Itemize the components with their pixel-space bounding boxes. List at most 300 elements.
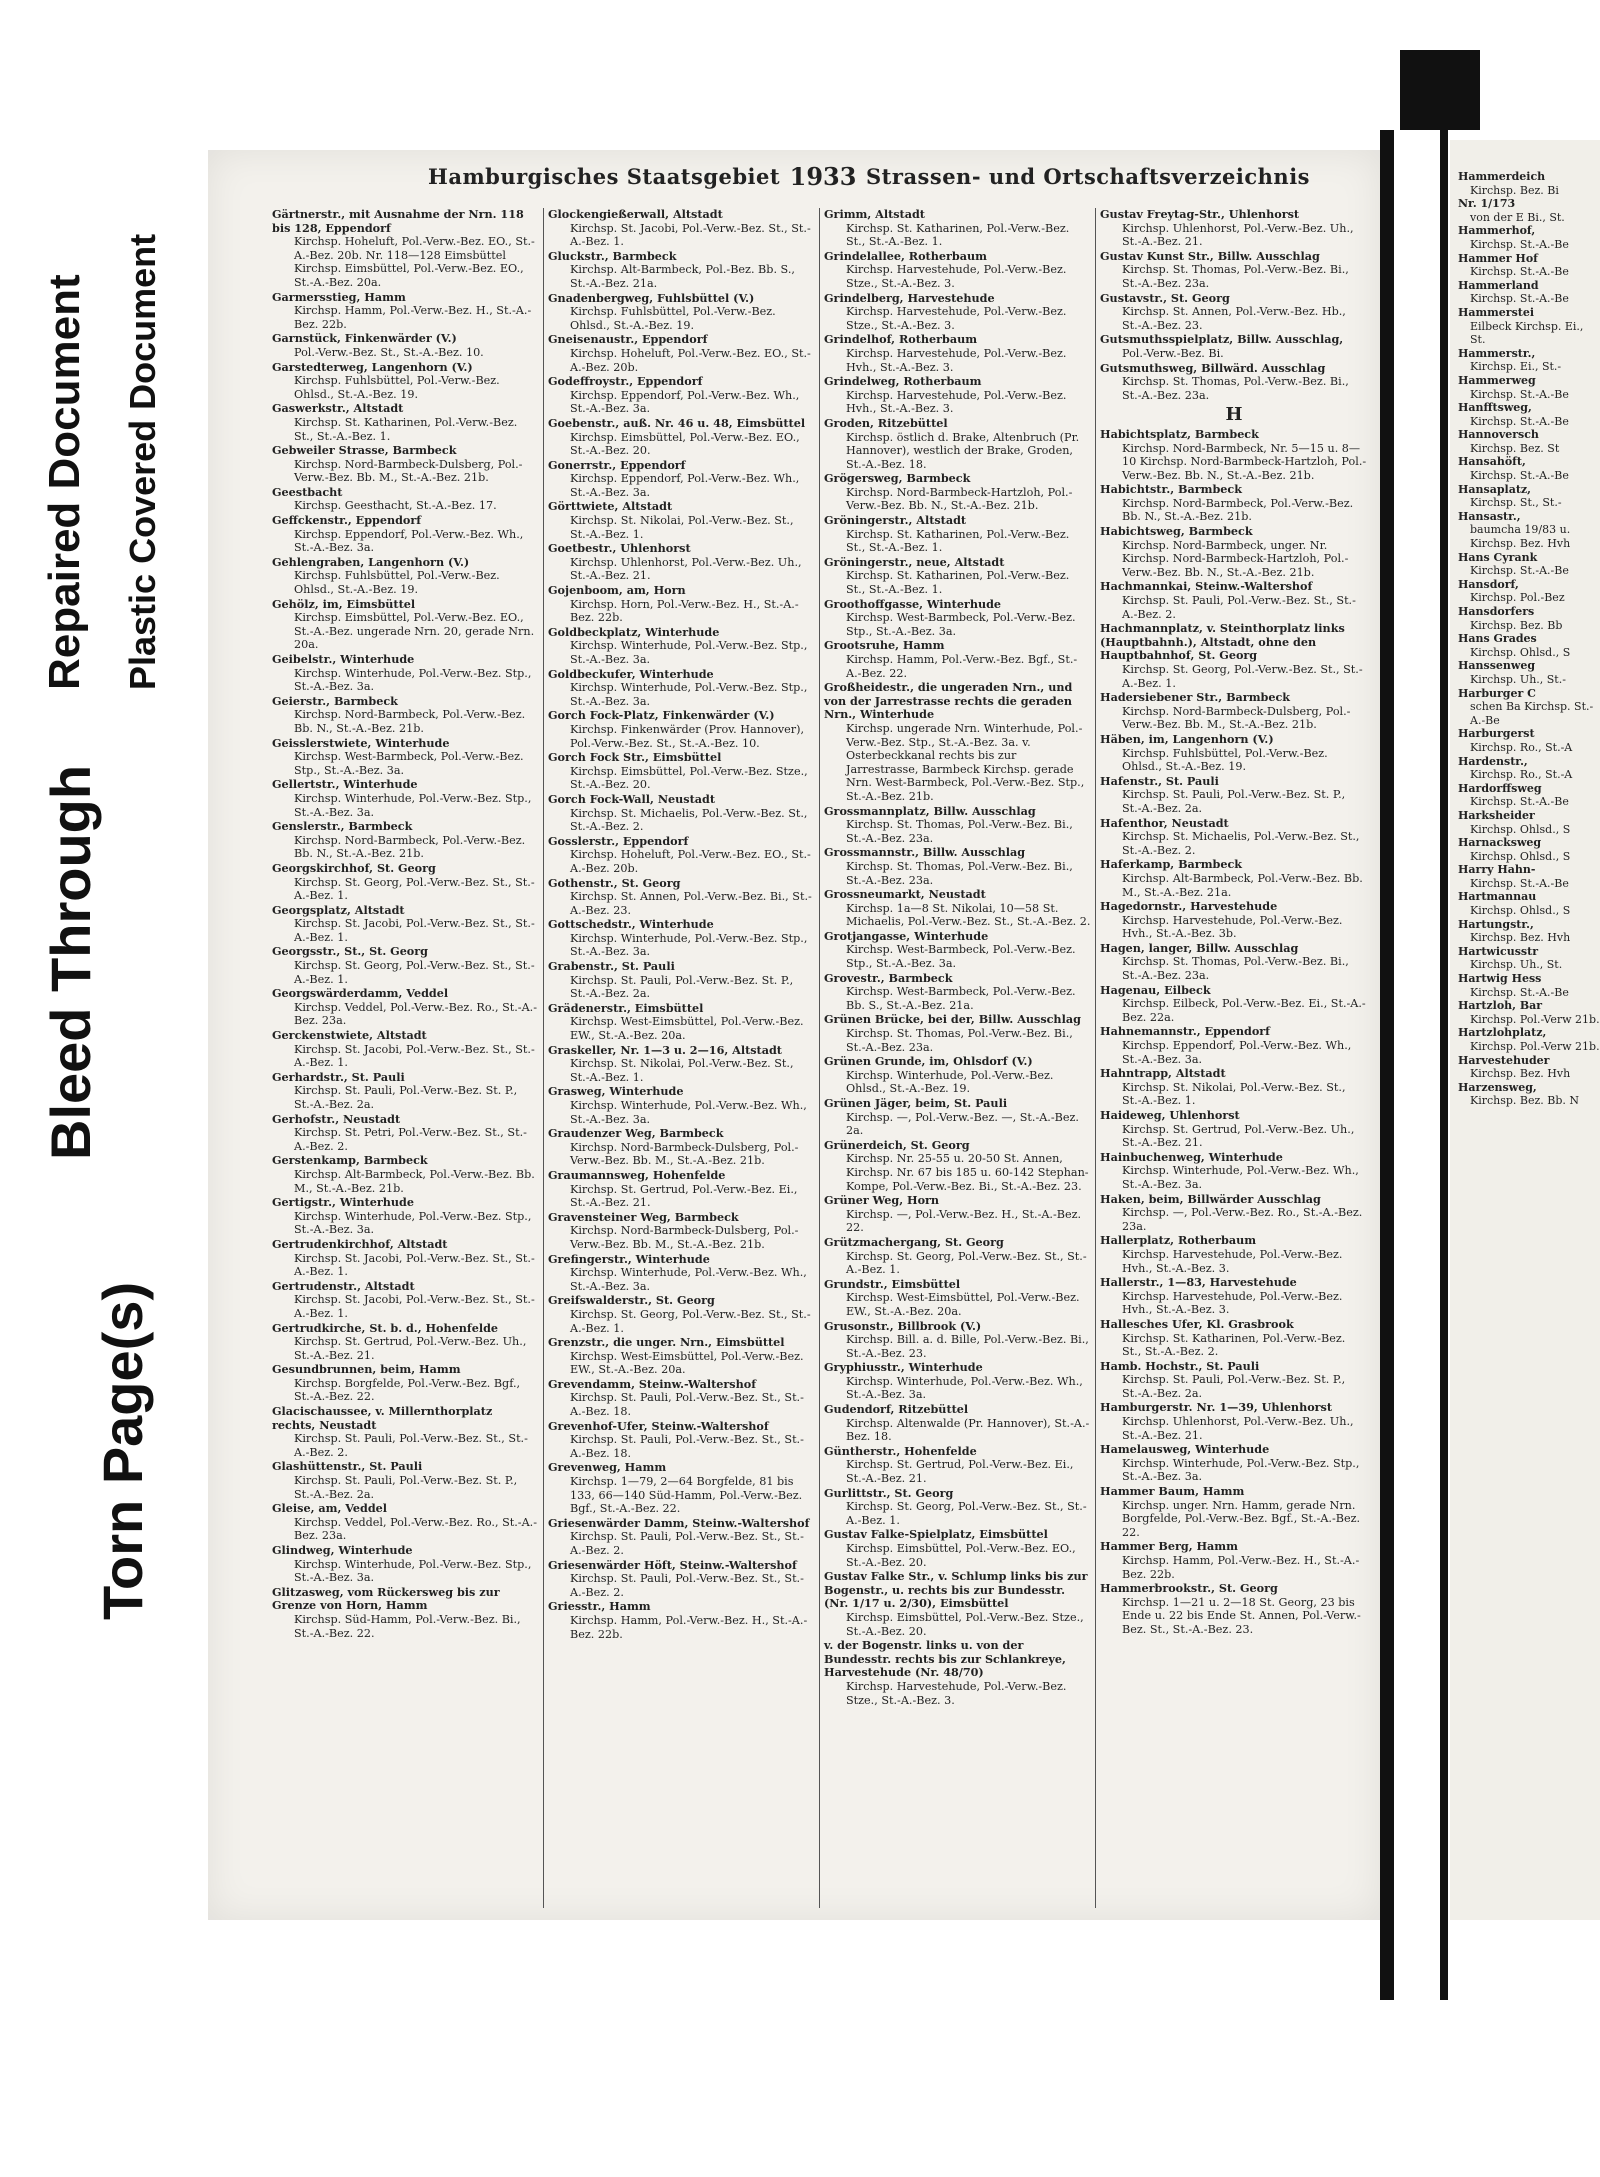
street-entry <box>548 1211 815 1252</box>
street-details: Kirchsp. Hoheluft, Pol.-Verw.-Bez. EO., St.-A.-Bez. 20b. <box>570 346 811 374</box>
street-entry <box>824 1278 1091 1319</box>
street-details: Kirchsp. Harvestehude, Pol.-Verw.-Bez. Hvh., St.-A.-Bez. 3. <box>1122 1247 1343 1275</box>
street-entry <box>1100 292 1368 333</box>
street-entry <box>548 1169 815 1210</box>
adjacent-street-name: Hammerhof, <box>1458 224 1536 238</box>
adjacent-entry <box>1458 999 1600 1026</box>
street-name: Gehlengraben, Langenhorn (V.) <box>272 554 470 569</box>
street-details: Kirchsp. Nord-Barmbeck-Dulsberg, Pol.-Verw.-Bez. Bb. M., St.-A.-Bez. 21b. <box>570 1224 799 1251</box>
adjacent-entry <box>1458 755 1600 782</box>
street-name: Gertrudkirche, St. b. d., Hohenfelde <box>272 1320 499 1335</box>
street-name: Gojenboom, am, Horn <box>548 583 686 598</box>
street-entry <box>272 945 539 986</box>
street-name: Graskeller, Nr. 1—3 u. 2—16, Altstadt <box>548 1042 782 1057</box>
adjacent-street-details: Kirchsp. Ohlsd., S <box>1470 645 1571 659</box>
street-details: Kirchsp. Harvestehude, Pol.-Verw.-Bez. Stze., St.-A.-Bez. 3. <box>846 305 1067 332</box>
adjacent-street-details: Eilbeck Kirchsp. Ei., St. <box>1470 319 1584 347</box>
street-name: Haideweg, Uhlenhorst <box>1100 1108 1240 1122</box>
street-entry <box>548 1461 815 1515</box>
street-entry <box>824 1194 1091 1235</box>
adjacent-street-name: Hartwicusstr <box>1458 944 1539 958</box>
street-entry <box>272 987 539 1028</box>
street-name: Hamb. Hochstr., St. Pauli <box>1100 1358 1260 1373</box>
adjacent-entry <box>1458 945 1600 972</box>
street-details: Kirchsp. St. Thomas, Pol.-Verw.-Bez. Bi., St.-A.-Bez. 23a. <box>846 1027 1073 1054</box>
adjacent-street-details: Kirchsp. Ohlsd., S <box>1470 849 1571 863</box>
street-details: Kirchsp. Harvestehude, Pol.-Verw.-Bez. Stze., St.-A.-Bez. 3. <box>846 1679 1067 1707</box>
street-name: Gravensteiner Weg, Barmbeck <box>548 1209 739 1224</box>
street-details: Kirchsp. Eimsbüttel, Pol.-Verw.-Bez. Stze., St.-A.-Bez. 20. <box>846 1610 1084 1638</box>
label-repaired-document: Repaired Document <box>40 274 89 690</box>
street-details: Kirchsp. Fuhlsbüttel, Pol.-Verw.-Bez. Ohlsd., St.-A.-Bez. 19. <box>570 305 776 332</box>
scan-border-right-inner <box>1440 130 1448 2000</box>
street-details: Kirchsp. Nord-Barmbeck-Dulsberg, Pol.-Verw.-Bez. Bb. M., St.-A.-Bez. 21b. <box>294 457 523 485</box>
adjacent-street-details: Kirchsp. Ohlsd., S <box>1470 822 1571 836</box>
street-entry <box>824 846 1091 887</box>
street-name: Goetbestr., Uhlenhorst <box>548 541 691 556</box>
adjacent-entry <box>1458 551 1600 578</box>
street-details: Kirchsp. St. Pauli, Pol.-Verw.-Bez. St. P., St.-A.-Bez. 2a. <box>1122 788 1346 815</box>
adjacent-street-details: Kirchsp. St.-A.-Be <box>1470 985 1569 999</box>
street-name: Gellertstr., Winterhude <box>272 777 418 792</box>
adjacent-street-name: Hanssenweg <box>1458 659 1536 673</box>
adjacent-street-details: Kirchsp. St., St.- <box>1470 496 1562 510</box>
street-details: Kirchsp. St. Katharinen, Pol.-Verw.-Bez. St., St.-A.-Bez. 1. <box>846 221 1070 249</box>
adjacent-street-name: Hartungstr., <box>1458 917 1534 931</box>
street-entry <box>548 1420 815 1461</box>
street-entry <box>824 1013 1091 1054</box>
street-details: Kirchsp. Winterhude, Pol.-Verw.-Bez. Stp., St.-A.-Bez. 3a. <box>294 1209 532 1237</box>
street-name: Hagedornstr., Harvestehude <box>1100 899 1278 914</box>
street-name: Groothoffgasse, Winterhude <box>824 596 1002 611</box>
street-entry <box>824 1403 1091 1444</box>
street-details: Kirchsp. St. Pauli, Pol.-Verw.-Bez. St., St.-A.-Bez. 2. <box>570 1530 804 1557</box>
header-title: Hamburgisches Staatsgebiet <box>428 163 781 189</box>
street-name: Hallerstr., 1—83, Harvestehude <box>1100 1275 1297 1290</box>
street-name: Glacischaussee, v. Millernthorplatz rechts, Neustadt <box>272 1404 493 1432</box>
street-entry <box>548 877 815 918</box>
street-name: Gorch Fock Str., Eimsbüttel <box>548 750 722 765</box>
street-details: Kirchsp. Hamm, Pol.-Verw.-Bez. Bgf., St.-A.-Bez. 22. <box>846 653 1078 680</box>
street-name: Godeffroystr., Eppendorf <box>548 374 703 389</box>
street-details: Kirchsp. West-Barmbeck, Pol.-Verw.-Bez. Stp., St.-A.-Bez. 3a. <box>294 750 524 777</box>
street-entry <box>548 1517 815 1558</box>
street-entry <box>1100 208 1368 249</box>
street-entry <box>272 653 539 694</box>
street-name: Gorch Fock-Wall, Neustadt <box>548 791 715 806</box>
street-name: Graudenzer Weg, Barmbeck <box>548 1126 724 1141</box>
street-entry <box>824 1639 1091 1707</box>
street-name: Hafenthor, Neustadt <box>1100 815 1229 830</box>
street-entry <box>1100 525 1368 579</box>
street-entry <box>272 1071 539 1112</box>
street-entry <box>824 1055 1091 1096</box>
street-name: Gorch Fock-Platz, Finkenwärder (V.) <box>548 708 775 723</box>
street-details: Kirchsp. West-Barmbeck, Pol.-Verw.-Bez. Stp., St.-A.-Bez. 3a. <box>846 943 1076 971</box>
adjacent-entry <box>1458 605 1600 632</box>
street-details: Kirchsp. Winterhude, Pol.-Verw.-Bez. Wh., St.-A.-Bez. 3a. <box>570 1266 807 1293</box>
street-name: Gerhofstr., Neustadt <box>272 1111 401 1126</box>
adjacent-street-details: Kirchsp. St.-A.-Be <box>1470 387 1569 401</box>
street-entry <box>272 598 539 652</box>
street-entry <box>548 835 815 876</box>
adjacent-street-details: Kirchsp. Ro., St.-A <box>1470 740 1573 754</box>
street-name: Hamburgerstr. Nr. 1—39, Uhlenhorst <box>1100 1400 1333 1415</box>
adjacent-street-name: Hans Cyrank <box>1458 550 1538 564</box>
street-entry <box>824 472 1091 513</box>
adjacent-street-name: Hammer Hof <box>1458 251 1538 265</box>
street-name: Grossmannstr., Billw. Ausschlag <box>824 845 1026 860</box>
street-name: Grädenerstr., Eimsbüttel <box>548 1000 704 1015</box>
street-details: Kirchsp. Eppendorf, Pol.-Verw.-Bez. Wh., St.-A.-Bez. 3a. <box>294 527 524 555</box>
street-details: Kirchsp. St. Pauli, Pol.-Verw.-Bez. St., St.-A.-Bez. 2. <box>570 1572 804 1599</box>
street-details: Kirchsp. St. Georg, Pol.-Verw.-Bez. St., St.-A.-Bez. 1. <box>294 875 535 903</box>
adjacent-entry <box>1458 782 1600 809</box>
street-name: Grindelallee, Rotherbaum <box>824 248 987 263</box>
street-entry <box>1100 817 1368 858</box>
street-entry <box>824 208 1091 249</box>
adjacent-street-name: Hammerstr., <box>1458 346 1536 360</box>
street-details: Kirchsp. St. Nikolai, Pol.-Verw.-Bez. St., St.-A.-Bez. 1. <box>570 1057 794 1084</box>
street-entry <box>824 1487 1091 1528</box>
street-details: Kirchsp. St. Jacobi, Pol.-Verw.-Bez. St., St.-A.-Bez. 1. <box>294 917 535 944</box>
street-name: Grovestr., Barmbeck <box>824 970 953 985</box>
adjacent-street-details: Kirchsp. St.-A.-Be <box>1470 265 1569 279</box>
street-entry <box>1100 900 1368 941</box>
street-entry <box>1100 984 1368 1025</box>
street-details: Kirchsp. Horn, Pol.-Verw.-Bez. H., St.-A.-Bez. 22b. <box>570 597 799 625</box>
street-entry <box>1100 733 1368 774</box>
street-entry <box>548 542 815 583</box>
street-name: Gutsmuthsspielplatz, Billw. Ausschlag, <box>1100 332 1344 347</box>
street-details: Kirchsp. St. Jacobi, Pol.-Verw.-Bez. St., St.-A.-Bez. 1. <box>294 1251 535 1279</box>
street-entry <box>272 1238 539 1279</box>
street-entry <box>272 1460 539 1501</box>
label-bleed-through: Bleed Through <box>39 764 102 1160</box>
street-entry <box>824 333 1091 374</box>
street-entry <box>1100 1540 1368 1581</box>
street-entry <box>1100 362 1368 403</box>
street-entry <box>548 668 815 709</box>
street-entry <box>824 514 1091 555</box>
adjacent-street-name: Harksheider <box>1458 808 1535 822</box>
street-name: Hafenstr., St. Pauli <box>1100 773 1219 788</box>
street-details: Kirchsp. Altenwalde (Pr. Hannover), St.-A.-Bez. 18. <box>846 1416 1090 1444</box>
adjacent-street-name: Hansdorf, <box>1458 577 1519 591</box>
street-details: Kirchsp. St. Katharinen, Pol.-Verw.-Bez. St., St.-A.-Bez. 1. <box>846 569 1070 597</box>
street-name: Georgskirchhof, St. Georg <box>272 860 436 875</box>
street-name: Gesundbrunnen, beim, Hamm <box>272 1362 461 1377</box>
street-name: Hammerbrookstr., St. Georg <box>1100 1581 1278 1596</box>
street-entry <box>272 208 539 290</box>
street-entry <box>1100 1582 1368 1636</box>
street-details: Kirchsp. Uhlenhorst, Pol.-Verw.-Bez. Uh., St.-A.-Bez. 21. <box>1122 221 1354 249</box>
street-details: Kirchsp. Nr. 25-55 u. 20-50 St. Annen, Kirchsp. Nr. 67 bis 185 u. 60-142 Stephan-Kompe, Pol.-Verw.-Bez. Bi., St.-A.-Bez. 23. <box>846 1152 1089 1193</box>
street-entry <box>272 444 539 485</box>
street-name: Gosslerstr., Eppendorf <box>548 833 689 848</box>
street-name: Gustav Falke-Spielplatz, Eimsbüttel <box>824 1527 1048 1542</box>
street-details: Kirchsp. St. Georg, Pol.-Verw.-Bez. St., St.-A.-Bez. 1. <box>846 1249 1087 1277</box>
street-entry <box>548 333 815 374</box>
adjacent-street-details: Kirchsp. Ohlsd., S <box>1470 904 1571 918</box>
street-entry <box>548 1002 815 1043</box>
street-name: Hahnemannstr., Eppendorf <box>1100 1024 1270 1039</box>
street-details: Pol.-Verw.-Bez. St., St.-A.-Bez. 10. <box>294 345 484 359</box>
street-name: Hagen, langer, Billw. Ausschlag <box>1100 940 1299 955</box>
street-entry <box>548 960 815 1001</box>
adjacent-street-details: Kirchsp. Ro., St.-A <box>1470 768 1573 782</box>
adjacent-entry <box>1458 918 1600 945</box>
street-entry <box>548 1559 815 1600</box>
street-name: Georgswärderdamm, Veddel <box>272 986 449 1001</box>
street-entry <box>272 486 539 513</box>
street-details: Kirchsp. Winterhude, Pol.-Verw.-Bez. Stp., St.-A.-Bez. 3a. <box>570 681 808 708</box>
street-name: Grünen Grunde, im, Ohlsdorf (V.) <box>824 1054 1033 1069</box>
adjacent-entry <box>1458 890 1600 917</box>
street-entry <box>272 820 539 861</box>
street-entry <box>548 1294 815 1335</box>
adjacent-street-name: Hans Grades <box>1458 632 1537 646</box>
adjacent-street-details: Kirchsp. St.-A.-Be <box>1470 564 1569 578</box>
street-details: Kirchsp. St. Katharinen, Pol.-Verw.-Bez. St., St.-A.-Bez. 1. <box>294 415 518 443</box>
adjacent-entry <box>1458 578 1600 605</box>
street-entry <box>824 1320 1091 1361</box>
street-entry <box>272 904 539 945</box>
street-name: Güntherstr., Hohenfelde <box>824 1443 977 1458</box>
adjacent-street-details: Kirchsp. St.-A.-Be <box>1470 469 1569 483</box>
adjacent-entry <box>1458 455 1600 482</box>
street-name: Gertrudenkirchhof, Altstadt <box>272 1236 448 1251</box>
street-name: Haken, beim, Billwärder Ausschlag <box>1100 1191 1321 1206</box>
street-entry <box>1100 775 1368 816</box>
street-name: Glitzasweg, vom Rückersweg bis zur Grenze von Horn, Hamm <box>272 1584 500 1613</box>
street-details: Kirchsp. Hamm, Pol.-Verw.-Bez. H., St.-A.-Bez. 22b. <box>1122 1554 1360 1581</box>
directory-page <box>208 150 1380 1920</box>
street-name: Hadersiebener Str., Barmbeck <box>1100 690 1291 705</box>
street-name: Hamelausweg, Winterhude <box>1100 1442 1270 1457</box>
adjacent-page <box>1450 140 1600 1920</box>
adjacent-street-name: Hannoversch <box>1458 428 1539 442</box>
street-name: Georgsstr., St., St. Georg <box>272 944 428 959</box>
street-details: Kirchsp. St. Annen, Pol.-Verw.-Bez. Bi., St.-A.-Bez. 23. <box>570 890 812 917</box>
street-name: Glockengießerwall, Altstadt <box>548 208 723 221</box>
street-details: Kirchsp. St. Michaelis, Pol.-Verw.-Bez. St., St.-A.-Bez. 2. <box>1122 830 1360 857</box>
street-entry <box>548 626 815 667</box>
street-entry <box>1100 1234 1368 1275</box>
street-entry <box>548 500 815 541</box>
street-entry <box>548 250 815 291</box>
street-name: Habichtstr., Barmbeck <box>1100 482 1242 497</box>
street-name: Garnstück, Finkenwärder (V.) <box>272 331 457 346</box>
street-details: Kirchsp. St. Pauli, Pol.-Verw.-Bez. St. P., St.-A.-Bez. 2a. <box>294 1084 518 1111</box>
street-name: Grindelweg, Rotherbaum <box>824 374 982 389</box>
street-name: Hammer Baum, Hamm <box>1100 1484 1245 1499</box>
street-name: Grüner Weg, Horn <box>824 1193 940 1208</box>
street-details: Kirchsp. Eimsbüttel, Pol.-Verw.-Bez. EO., St.-A.-Bez. ungerade Nrn. 20, gerade Nrn. 20a. <box>294 611 535 652</box>
street-details: Kirchsp. St. Michaelis, Pol.-Verw.-Bez. St., St.-A.-Bez. 2. <box>570 806 808 834</box>
adjacent-street-details: Kirchsp. St.-A.-Be <box>1470 795 1569 809</box>
street-details: Kirchsp. Alt-Barmbeck, Pol.-Bez. Bb. S., St.-A.-Bez. 21a. <box>570 263 795 290</box>
street-details: Kirchsp. Harvestehude, Pol.-Verw.-Bez. Hvh., St.-A.-Bez. 3. <box>846 346 1067 374</box>
column-4 <box>1096 208 1372 1908</box>
street-name: Gneisenaustr., Eppendorf <box>548 332 708 347</box>
adjacent-street-details: Kirchsp. St.-A.-Be <box>1470 237 1569 251</box>
adjacent-entry <box>1458 727 1600 754</box>
street-name: Gustav Falke Str., v. Schlump links bis zur Bogenstr., u. rechts bis zur Bundesstr. (Nr. 1/17 u. 2/30), Eimsbüttel <box>824 1569 1088 1611</box>
street-details: Kirchsp. Alt-Barmbeck, Pol.-Verw.-Bez. Bb. M., St.-A.-Bez. 21b. <box>294 1167 535 1195</box>
adjacent-street-name: Hammerstei <box>1458 305 1535 319</box>
street-details: Kirchsp. Harvestehude, Pol.-Verw.-Bez. Stze., St.-A.-Bez. 3. <box>846 263 1067 290</box>
adjacent-entry <box>1458 252 1600 279</box>
street-entry <box>1100 1193 1368 1234</box>
street-entry <box>824 250 1091 291</box>
adjacent-page-column <box>1450 140 1600 1108</box>
adjacent-street-name: Hammerdeich <box>1458 170 1546 183</box>
scan-border-top <box>1400 50 1480 130</box>
adjacent-street-details: Kirchsp. Pol.-Bez <box>1470 591 1565 605</box>
street-name: Geisslerstwiete, Winterhude <box>272 735 450 750</box>
street-entry <box>824 681 1091 803</box>
street-entry <box>1100 1318 1368 1359</box>
adjacent-entry <box>1458 632 1600 659</box>
street-entry <box>1100 1025 1368 1066</box>
street-name: Hachmannkai, Steinw.-Waltershof <box>1100 579 1313 594</box>
street-details: Kirchsp. Eppendorf, Pol.-Verw.-Bez. Wh., St.-A.-Bez. 3a. <box>1122 1039 1352 1066</box>
adjacent-street-name: Hanfftsweg, <box>1458 401 1532 415</box>
adjacent-street-details: Kirchsp. Pol.-Verw 21b. <box>1470 1012 1600 1026</box>
street-details: Kirchsp. Winterhude, Pol.-Verw.-Bez. Stp., St.-A.-Bez. 3a. <box>570 931 808 959</box>
street-name: Grünen Jäger, beim, St. Pauli <box>824 1096 1008 1110</box>
street-entry <box>272 1196 539 1237</box>
street-entry <box>272 737 539 778</box>
street-entry <box>1100 942 1368 983</box>
street-name: Graumannsweg, Hohenfelde <box>548 1167 726 1182</box>
street-details: Kirchsp. Nord-Barmbeck, Pol.-Verw.-Bez. Bb. N., St.-A.-Bez. 21b. <box>294 708 526 735</box>
street-details: Kirchsp. Winterhude, Pol.-Verw.-Bez. Stp., St.-A.-Bez. 3a. <box>570 639 808 666</box>
street-name: Gebweiler Strasse, Barmbeck <box>272 443 457 458</box>
street-entry <box>824 805 1091 846</box>
street-entry <box>824 972 1091 1013</box>
columns <box>268 208 1378 1908</box>
street-details: Kirchsp. 1—21 u. 2—18 St. Georg, 23 bis Ende u. 22 bis Ende St. Annen, Pol.-Verw.-Bez. St., St.-A.-Bez. 23. <box>1122 1595 1361 1636</box>
street-details: Kirchsp. St. Pauli, Pol.-Verw.-Bez. St., St.-A.-Bez. 2. <box>1122 594 1356 621</box>
street-details: Kirchsp. Eimsbüttel, Pol.-Verw.-Bez. EO., St.-A.-Bez. 20. <box>570 430 800 458</box>
street-details: Kirchsp. Winterhude, Pol.-Verw.-Bez. Stp., St.-A.-Bez. 3a. <box>294 791 532 819</box>
adjacent-entry <box>1458 1054 1600 1081</box>
street-entry <box>548 1378 815 1419</box>
street-entry <box>824 639 1091 680</box>
street-entry <box>548 1044 815 1085</box>
street-entry <box>1100 333 1368 360</box>
street-name: Gothenstr., St. Georg <box>548 875 681 890</box>
street-name: Habichtsplatz, Barmbeck <box>1100 426 1259 441</box>
street-entry <box>272 402 539 443</box>
street-name: Grootsruhe, Hamm <box>824 638 945 653</box>
street-name: Grossmannplatz, Billw. Ausschlag <box>824 803 1036 818</box>
street-entry <box>824 556 1091 597</box>
street-entry <box>824 1139 1091 1193</box>
street-details: Kirchsp. Fuhlsbüttel, Pol.-Verw.-Bez. Ohlsd., St.-A.-Bez. 19. <box>294 569 500 597</box>
street-details: Kirchsp. St. Georg, Pol.-Verw.-Bez. St., St.-A.-Bez. 1. <box>1122 663 1363 690</box>
street-name: Haferkamp, Barmbeck <box>1100 857 1243 872</box>
street-entry <box>548 584 815 625</box>
street-name: Gleise, am, Veddel <box>272 1501 388 1516</box>
street-details: Kirchsp. West-Eimsbüttel, Pol.-Verw.-Bez. EW., St.-A.-Bez. 20a. <box>570 1349 804 1377</box>
street-entry <box>824 1445 1091 1486</box>
street-name: Hammer Berg, Hamm <box>1100 1539 1238 1554</box>
street-details: Kirchsp. Hamm, Pol.-Verw.-Bez. H., St.-A.-Bez. 22b. <box>570 1613 808 1641</box>
column-3 <box>820 208 1096 1908</box>
street-details: Kirchsp. —, Pol.-Verw.-Bez. —, St.-A.-Bez. 2a. <box>846 1110 1079 1138</box>
street-details: Kirchsp. Harvestehude, Pol.-Verw.-Bez. Hvh., St.-A.-Bez. 3. <box>1122 1289 1343 1317</box>
street-name: Goebenstr., auß. Nr. 46 u. 48, Eimsbüttel <box>548 415 806 430</box>
street-name: Georgsplatz, Altstadt <box>272 902 405 917</box>
street-entry <box>272 1363 539 1404</box>
street-name: Geierstr., Barmbeck <box>272 693 398 708</box>
street-entry <box>272 291 539 332</box>
adjacent-street-details: Kirchsp. St.-A.-Be <box>1470 414 1569 428</box>
adjacent-street-details: Kirchsp. Bez. Hvh <box>1470 931 1571 945</box>
street-name: Grundstr., Eimsbüttel <box>824 1276 961 1291</box>
adjacent-street-details: Kirchsp. Bez. St <box>1470 441 1560 455</box>
street-name: Gröningerstr., neue, Altstadt <box>824 554 1005 569</box>
adjacent-entry <box>1458 1026 1600 1053</box>
street-details: Kirchsp. Harvestehude, Pol.-Verw.-Bez. Hvh., St.-A.-Bez. 3. <box>846 388 1067 416</box>
street-name: Gurlittstr., St. Georg <box>824 1485 954 1500</box>
street-entry <box>272 1502 539 1543</box>
adjacent-street-name: Hammerland <box>1458 278 1539 292</box>
street-entry <box>272 514 539 555</box>
street-name: v. der Bogenstr. links u. von der Bundesstr. rechts bis zur Schlankreye, Harvestehude (Nr. 48/70) <box>824 1638 1066 1680</box>
adjacent-entry <box>1458 809 1600 836</box>
street-entry <box>272 778 539 819</box>
street-name: Gerckenstwiete, Altstadt <box>272 1028 427 1043</box>
street-details: Kirchsp. Winterhude, Pol.-Verw.-Bez. Stp., St.-A.-Bez. 3a. <box>1122 1456 1360 1484</box>
adjacent-entry <box>1458 197 1600 224</box>
street-entry <box>272 1154 539 1195</box>
street-name: Grasweg, Winterhude <box>548 1084 684 1099</box>
adjacent-street-name: Harnacksweg <box>1458 836 1542 850</box>
adjacent-street-details: Kirchsp. Uh., St. <box>1470 958 1563 972</box>
adjacent-street-name: Hammerweg <box>1458 373 1536 387</box>
street-details: Kirchsp. Uhlenhorst, Pol.-Verw.-Bez. Uh., St.-A.-Bez. 21. <box>1122 1415 1354 1442</box>
street-entry <box>824 292 1091 333</box>
street-details: Kirchsp. St. Gertrud, Pol.-Verw.-Bez. Ei., St.-A.-Bez. 21. <box>846 1458 1074 1486</box>
street-entry <box>272 1405 539 1459</box>
street-name: Grenzstr., die unger. Nrn., Eimsbüttel <box>548 1335 785 1350</box>
street-details: Kirchsp. —, Pol.-Verw.-Bez. H., St.-A.-Bez. 22. <box>846 1207 1082 1235</box>
street-details: Kirchsp. Winterhude, Pol.-Verw.-Bez. Wh., St.-A.-Bez. 3a. <box>1122 1164 1359 1191</box>
street-entry <box>824 1361 1091 1402</box>
street-details: Kirchsp. St. Gertrud, Pol.-Verw.-Bez. Uh., St.-A.-Bez. 21. <box>1122 1122 1355 1150</box>
street-details: Kirchsp. St. Katharinen, Pol.-Verw.-Bez. St., St.-A.-Bez. 1. <box>846 527 1070 555</box>
street-details: Kirchsp. Finkenwärder (Prov. Hannover), Pol.-Verw.-Bez. St., St.-A.-Bez. 10. <box>570 722 805 750</box>
street-details: Kirchsp. St. Jacobi, Pol.-Verw.-Bez. St., St.-A.-Bez. 1. <box>294 1293 535 1320</box>
adjacent-street-details: Kirchsp. St.-A.-Be <box>1470 876 1569 890</box>
street-entry <box>548 918 815 959</box>
adjacent-entry <box>1458 483 1600 510</box>
street-details: Kirchsp. Süd-Hamm, Pol.-Verw.-Bez. Bi., St.-A.-Bez. 22. <box>294 1612 521 1640</box>
street-details: Kirchsp. Eppendorf, Pol.-Verw.-Bez. Wh., St.-A.-Bez. 3a. <box>570 388 800 416</box>
street-details: Kirchsp. St. Pauli, Pol.-Verw.-Bez. St. P., St.-A.-Bez. 2a. <box>570 973 794 1001</box>
street-name: Griesstr., Hamm <box>548 1599 651 1614</box>
street-entry <box>824 1570 1091 1638</box>
adjacent-street-name: Harburgerst <box>1458 727 1535 741</box>
street-details: Kirchsp. Nord-Barmbeck-Dulsberg, Pol.-Verw.-Bez. Bb. M., St.-A.-Bez. 21b. <box>1122 704 1351 732</box>
street-entry <box>1100 858 1368 899</box>
street-details: Kirchsp. St. Thomas, Pol.-Verw.-Bez. Bi., St.-A.-Bez. 23a. <box>1122 375 1349 402</box>
street-name: Grabenstr., St. Pauli <box>548 959 675 974</box>
